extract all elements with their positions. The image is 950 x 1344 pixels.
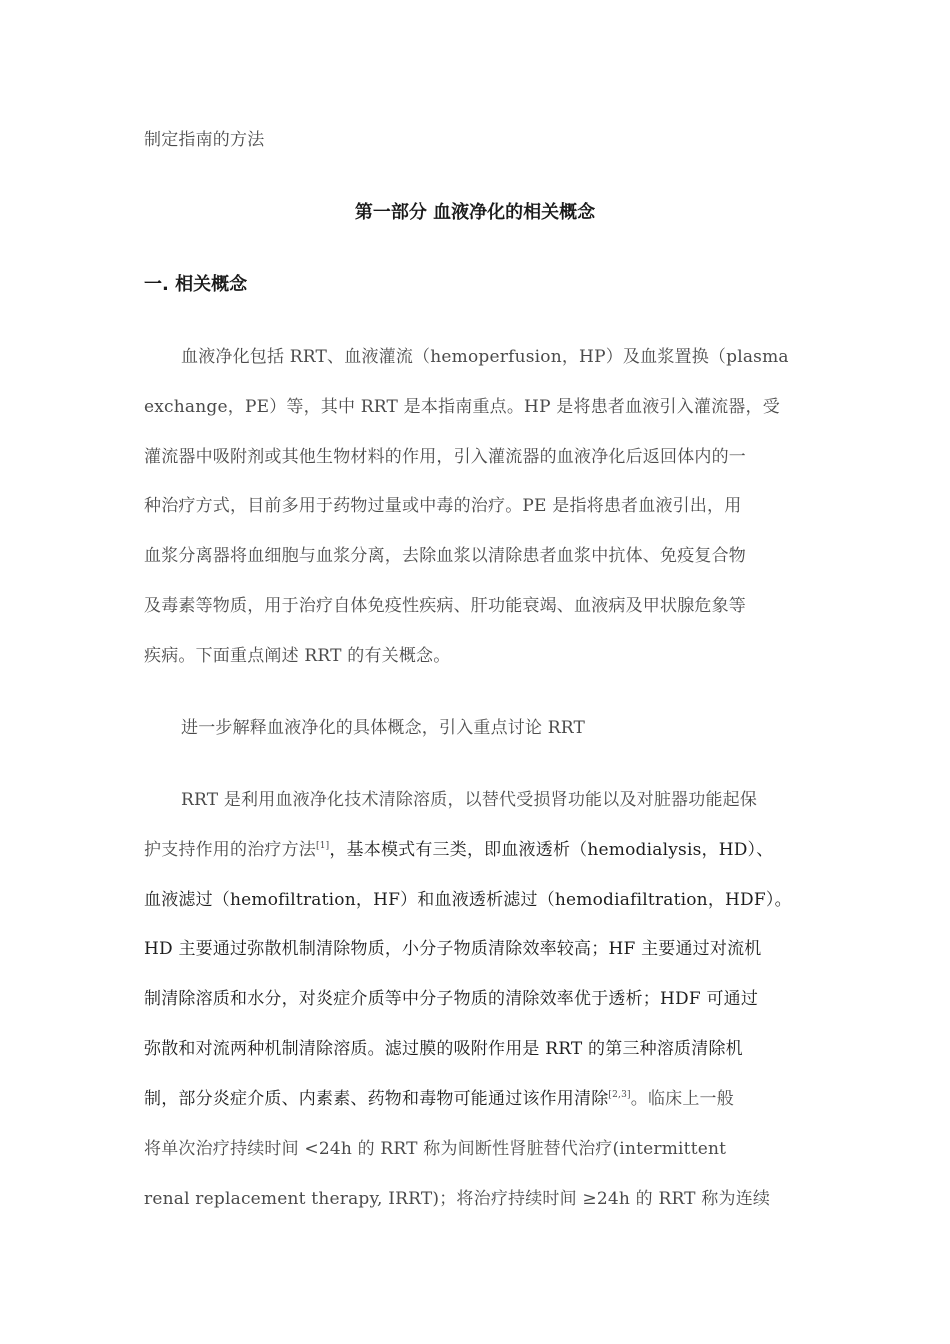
para1-line: exchange，PE）等，其中 RRT 是本指南重点。HP 是将患者血液引入灌流器，受: [144, 397, 780, 417]
para3-text: 。临床上一般: [630, 1089, 734, 1109]
para3-line: RRT 是利用血液净化技术清除溶质，以替代受损肾功能以及对脏器功能起保: [181, 790, 758, 810]
para1-line: 疾病。下面重点阐述 RRT 的有关概念。: [144, 646, 451, 666]
reference-marker: [1]: [316, 841, 330, 851]
para3-line: HD 主要通过弥散机制清除物质，小分子物质清除效率较高；HF 主要通过对流机: [144, 939, 762, 959]
para1-line: 及毒素等物质，用于治疗自体免疫性疾病、肝功能衰竭、血液病及甲状腺危象等: [144, 596, 746, 616]
part-title: 第一部分 血液净化的相关概念: [354, 202, 596, 223]
para3-text: ，基本模式有三类，即血液透析（hemodialysis，HD）、: [329, 840, 774, 860]
section-title: 一. 相关概念: [144, 274, 248, 295]
reference-marker: [2,3]: [608, 1090, 631, 1100]
para1-line: 血液净化包括 RRT、血液灌流（hemoperfusion，HP）及血浆置换（plasma: [181, 347, 789, 367]
para3-line: [144, 838, 806, 862]
pre-title: 制定指南的方法: [144, 130, 265, 150]
para1-line: 灌流器中吸附剂或其他生物材料的作用，引入灌流器的血液净化后返回体内的一: [144, 447, 746, 467]
para3-line: renal replacement therapy, IRRT)；将治疗持续时间 ≥24h 的 RRT 称为连续: [144, 1189, 771, 1209]
para3-text: 制，部分炎症介质、内素素、药物和毒物可能通过该作用清除: [144, 1089, 609, 1109]
para3-line: 弥散和对流两种机制清除溶质。滤过膜的吸附作用是 RRT 的第三种溶质清除机: [144, 1039, 743, 1059]
para3-line: 制清除溶质和水分，对炎症介质等中分子物质的清除效率优于透析；HDF 可通过: [144, 989, 759, 1009]
para3-line: 将单次治疗持续时间 <24h 的 RRT 称为间断性肾脏替代治疗(intermittent: [144, 1139, 727, 1159]
para1-line: 种治疗方式，目前多用于药物过量或中毒的治疗。PE 是指将患者血液引出，用: [144, 496, 742, 516]
para3-line: 血液滤过（hemofiltration，HF）和血液透析滤过（hemodiafiltration，HDF）。: [144, 890, 792, 910]
para1-line: 血浆分离器将血细胞与血浆分离，去除血浆以清除患者血浆中抗体、免疫复合物: [144, 546, 746, 566]
paragraph-2: 进一步解释血液净化的具体概念，引入重点讨论 RRT: [181, 718, 586, 738]
para3-line: [144, 1087, 806, 1111]
para3-text: 护支持作用的治疗方法: [144, 840, 316, 860]
